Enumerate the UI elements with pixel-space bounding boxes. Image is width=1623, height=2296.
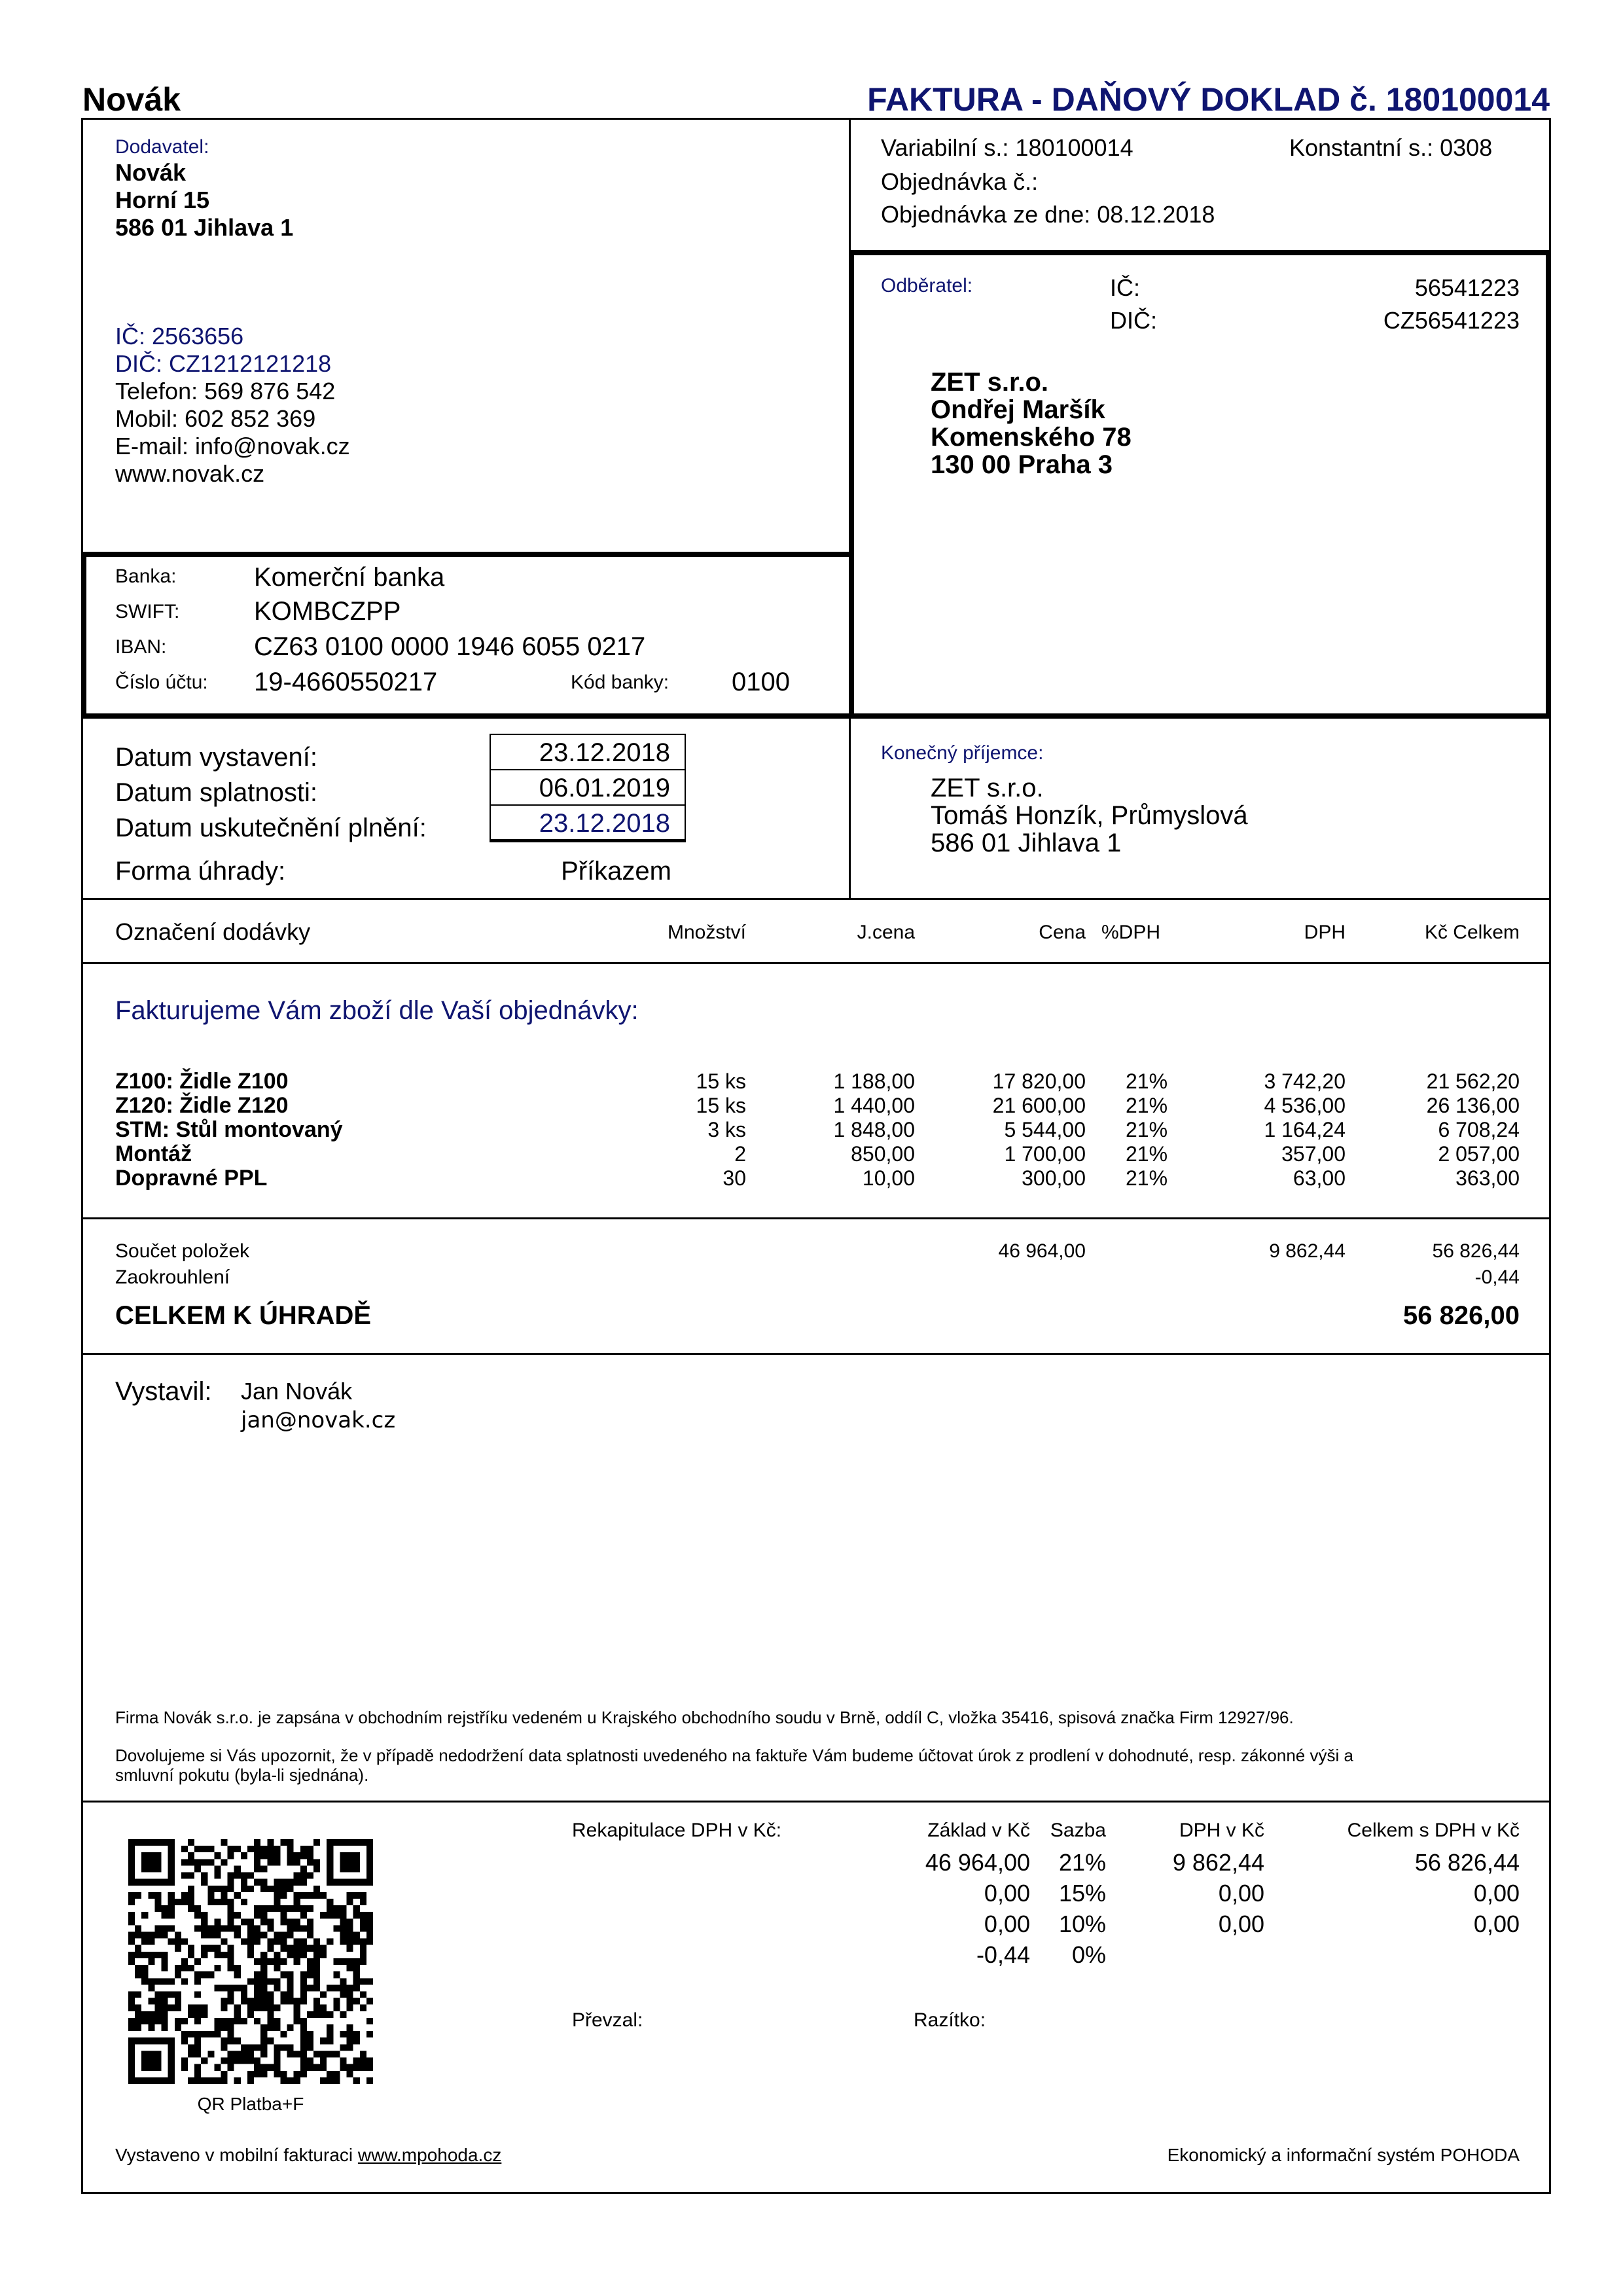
payment-method-value: Příkazem (561, 857, 671, 886)
bank-label: Banka: (115, 565, 177, 587)
divider (81, 1217, 1551, 1219)
supplier-name: Novák (115, 159, 187, 186)
final-recipient-contact: Tomáš Honzík, Průmyslová (931, 801, 1248, 830)
col-header-vat-rate: %DPH (1101, 922, 1161, 943)
customer-ic-label: IČ: (1110, 274, 1141, 301)
item-qty: 15 ks (696, 1069, 746, 1093)
grand-total-label: CELKEM K ÚHRADĚ (115, 1301, 372, 1330)
vat-row-vat: 0,00 (1218, 1910, 1264, 1937)
vat-col-total: Celkem s DPH v Kč (1347, 1820, 1520, 1841)
vat-row-rate: 15% (1058, 1880, 1106, 1907)
rounding-label: Zaokrouhlení (115, 1266, 230, 1288)
col-header-vat: DPH (1304, 922, 1346, 943)
vat-row-rate: 21% (1058, 1849, 1106, 1876)
item-vat: 1 164,24 (1264, 1118, 1346, 1141)
supplier-email[interactable]: E-mail: info@novak.cz (115, 433, 350, 459)
divider (81, 1801, 1551, 1803)
item-total: 26 136,00 (1426, 1094, 1520, 1117)
item-qty: 2 (734, 1142, 746, 1166)
vat-row-base: 0,00 (984, 1880, 1030, 1907)
customer-contact: Ondřej Maršík (931, 395, 1105, 424)
item-qty: 15 ks (696, 1094, 746, 1117)
due-date-label: Datum splatnosti: (115, 778, 318, 807)
divider (81, 1353, 1551, 1355)
invoice-title: FAKTURA - DAŇOVÝ DOKLAD č. 180100014 (867, 81, 1550, 118)
customer-ic-value: 56541223 (1414, 274, 1520, 301)
item-name: Montáž (115, 1141, 192, 1166)
vat-summary-title: Rekapitulace DPH v Kč: (572, 1820, 782, 1841)
col-header-unit-price: J.cena (857, 922, 915, 943)
item-qty: 3 ks (707, 1118, 746, 1141)
col-header-price: Cena (1039, 922, 1086, 943)
footer-system: Ekonomický a informační systém POHODA (1167, 2145, 1520, 2165)
sum-vat: 9 862,44 (1269, 1240, 1346, 1262)
account-label: Číslo účtu: (115, 672, 208, 693)
customer-dic-label: DIČ: (1110, 307, 1157, 334)
col-header-description: Označení dodávky (115, 918, 311, 945)
customer-city: 130 00 Praha 3 (931, 450, 1113, 479)
vat-row-base: 0,00 (984, 1910, 1030, 1937)
final-recipient-name: ZET s.r.o. (931, 774, 1044, 802)
item-vat-rate: 21% (1126, 1069, 1168, 1093)
divider (81, 962, 1551, 964)
item-price: 1 700,00 (1004, 1142, 1086, 1166)
customer-dic-value: CZ56541223 (1383, 307, 1520, 334)
divider (81, 898, 1551, 900)
item-vat: 4 536,00 (1264, 1094, 1346, 1117)
issuer-label: Vystavil: (115, 1377, 212, 1406)
vat-row-total: 56 826,44 (1414, 1849, 1520, 1876)
customer-name: ZET s.r.o. (931, 368, 1049, 397)
iban-value: CZ63 0100 0000 1946 6055 0217 (254, 632, 646, 661)
item-total: 363,00 (1455, 1166, 1520, 1190)
sum-total: 56 826,44 (1432, 1240, 1520, 1262)
vat-row-rate: 0% (1071, 1941, 1106, 1968)
grand-total-value: 56 826,00 (1403, 1301, 1520, 1330)
item-price: 300,00 (1022, 1166, 1086, 1190)
supplier-ic: IČ: 2563656 (115, 323, 244, 350)
order-date: Objednávka ze dne: 08.12.2018 (881, 201, 1215, 228)
vat-col-base: Základ v Kč (927, 1820, 1030, 1841)
customer-street: Komenského 78 (931, 423, 1132, 452)
rounding-value: -0,44 (1474, 1266, 1520, 1288)
item-total: 2 057,00 (1438, 1142, 1520, 1166)
date-values-box (490, 734, 686, 842)
vat-row-total: 0,00 (1473, 1880, 1520, 1907)
item-name: STM: Stůl montovaný (115, 1117, 343, 1142)
supplier-phone: Telefon: 569 876 542 (115, 378, 336, 404)
col-header-quantity: Množství (667, 922, 746, 943)
issue-date-value: 23.12.2018 (491, 735, 685, 770)
item-unit: 1 188,00 (833, 1069, 915, 1093)
supplier-street: Horní 15 (115, 187, 210, 213)
final-recipient-label: Konečný příjemce: (881, 742, 1044, 764)
vat-row-base: 46 964,00 (925, 1849, 1030, 1876)
company-name: Novák (82, 81, 181, 118)
item-name: Dopravné PPL (115, 1166, 268, 1191)
col-header-total: Kč Celkem (1424, 922, 1520, 943)
item-unit: 10,00 (862, 1166, 915, 1190)
order-number: Objednávka č.: (881, 168, 1039, 195)
supplier-mobile: Mobil: 602 852 369 (115, 405, 316, 432)
vat-col-vat: DPH v Kč (1179, 1820, 1264, 1841)
vat-row-total: 0,00 (1473, 1910, 1520, 1937)
customer-label: Odběratel: (881, 275, 973, 296)
issuer-name: Jan Novák (241, 1378, 353, 1405)
item-total: 6 708,24 (1438, 1118, 1520, 1141)
issue-date-label: Datum vystavení: (115, 743, 318, 772)
taxable-date-value: 23.12.2018 (491, 806, 685, 841)
item-price: 5 544,00 (1004, 1118, 1086, 1141)
item-vat-rate: 21% (1126, 1142, 1168, 1166)
item-vat: 63,00 (1293, 1166, 1346, 1190)
footer-issued-in (115, 2144, 501, 2166)
item-vat-rate: 21% (1126, 1118, 1168, 1141)
qr-code-icon (128, 1839, 373, 2084)
item-unit: 1 848,00 (833, 1118, 915, 1141)
received-by-label: Převzal: (572, 2009, 643, 2031)
supplier-dic: DIČ: CZ1212121218 (115, 350, 332, 377)
final-recipient-city: 586 01 Jihlava 1 (931, 829, 1122, 857)
vat-row-rate: 10% (1058, 1910, 1106, 1937)
vat-row-vat: 9 862,44 (1172, 1849, 1264, 1876)
taxable-date-label: Datum uskutečnění plnění: (115, 814, 427, 842)
vat-row-base: -0,44 (976, 1941, 1030, 1968)
registration-note: Firma Novák s.r.o. je zapsána v obchodním rejstříku vedeném u Krajského obchodního soudu v Brně, oddíl C, vložka 35416, spisová značka Firm 12927/96. (115, 1708, 1294, 1727)
item-total: 21 562,20 (1426, 1069, 1520, 1093)
late-payment-note-2: smluvní pokutu (byla-li sjednána). (115, 1765, 369, 1785)
item-vat-rate: 21% (1126, 1094, 1168, 1117)
qr-caption: QR Platba+F (197, 2094, 304, 2114)
issuer-email[interactable]: jan@novak.cz (241, 1407, 396, 1433)
stamp-label: Razítko: (914, 2009, 986, 2031)
vat-row-vat: 0,00 (1218, 1880, 1264, 1907)
swift-value: KOMBCZPP (254, 597, 401, 626)
item-name: Z120: Židle Z120 (115, 1093, 289, 1118)
item-vat: 357,00 (1281, 1142, 1346, 1166)
bank-value: Komerční banka (254, 563, 445, 592)
item-vat: 3 742,20 (1264, 1069, 1346, 1093)
item-price: 17 820,00 (992, 1069, 1086, 1093)
item-price: 21 600,00 (992, 1094, 1086, 1117)
item-qty: 30 (722, 1166, 746, 1190)
late-payment-note-1: Dovolujeme si Vás upozornit, že v případě nedodržení data splatnosti uvedeného na faktuře Vám budeme účtovat úrok z prodlení v dohodnuté, resp. zákonné výši a (115, 1746, 1353, 1765)
bank-code-label: Kód banky: (571, 672, 669, 693)
footer-link[interactable]: www.mpohoda.cz (357, 2145, 502, 2165)
supplier-label: Dodavatel: (115, 136, 209, 158)
supplier-web[interactable]: www.novak.cz (115, 460, 265, 487)
variable-symbol: Variabilní s.: 180100014 (881, 134, 1133, 161)
supplier-city: 586 01 Jihlava 1 (115, 214, 294, 241)
bank-code-value: 0100 (732, 668, 790, 696)
item-unit: 850,00 (851, 1142, 915, 1166)
sum-price: 46 964,00 (998, 1240, 1086, 1262)
constant-symbol: Konstantní s.: 0308 (1289, 134, 1493, 161)
footer-issued-text: Vystaveno v mobilní fakturaci (115, 2145, 353, 2165)
swift-label: SWIFT: (115, 601, 180, 622)
iban-label: IBAN: (115, 636, 167, 658)
vat-col-rate: Sazba (1050, 1820, 1106, 1841)
items-intro: Fakturujeme Vám zboží dle Vaší objednávky: (115, 996, 639, 1025)
item-name: Z100: Židle Z100 (115, 1069, 289, 1094)
payment-method-label: Forma úhrady: (115, 857, 286, 886)
due-date-value: 06.01.2019 (491, 770, 685, 806)
sum-label: Součet položek (115, 1240, 250, 1262)
account-value: 19-4660550217 (254, 668, 438, 696)
item-unit: 1 440,00 (833, 1094, 915, 1117)
item-vat-rate: 21% (1126, 1166, 1168, 1190)
